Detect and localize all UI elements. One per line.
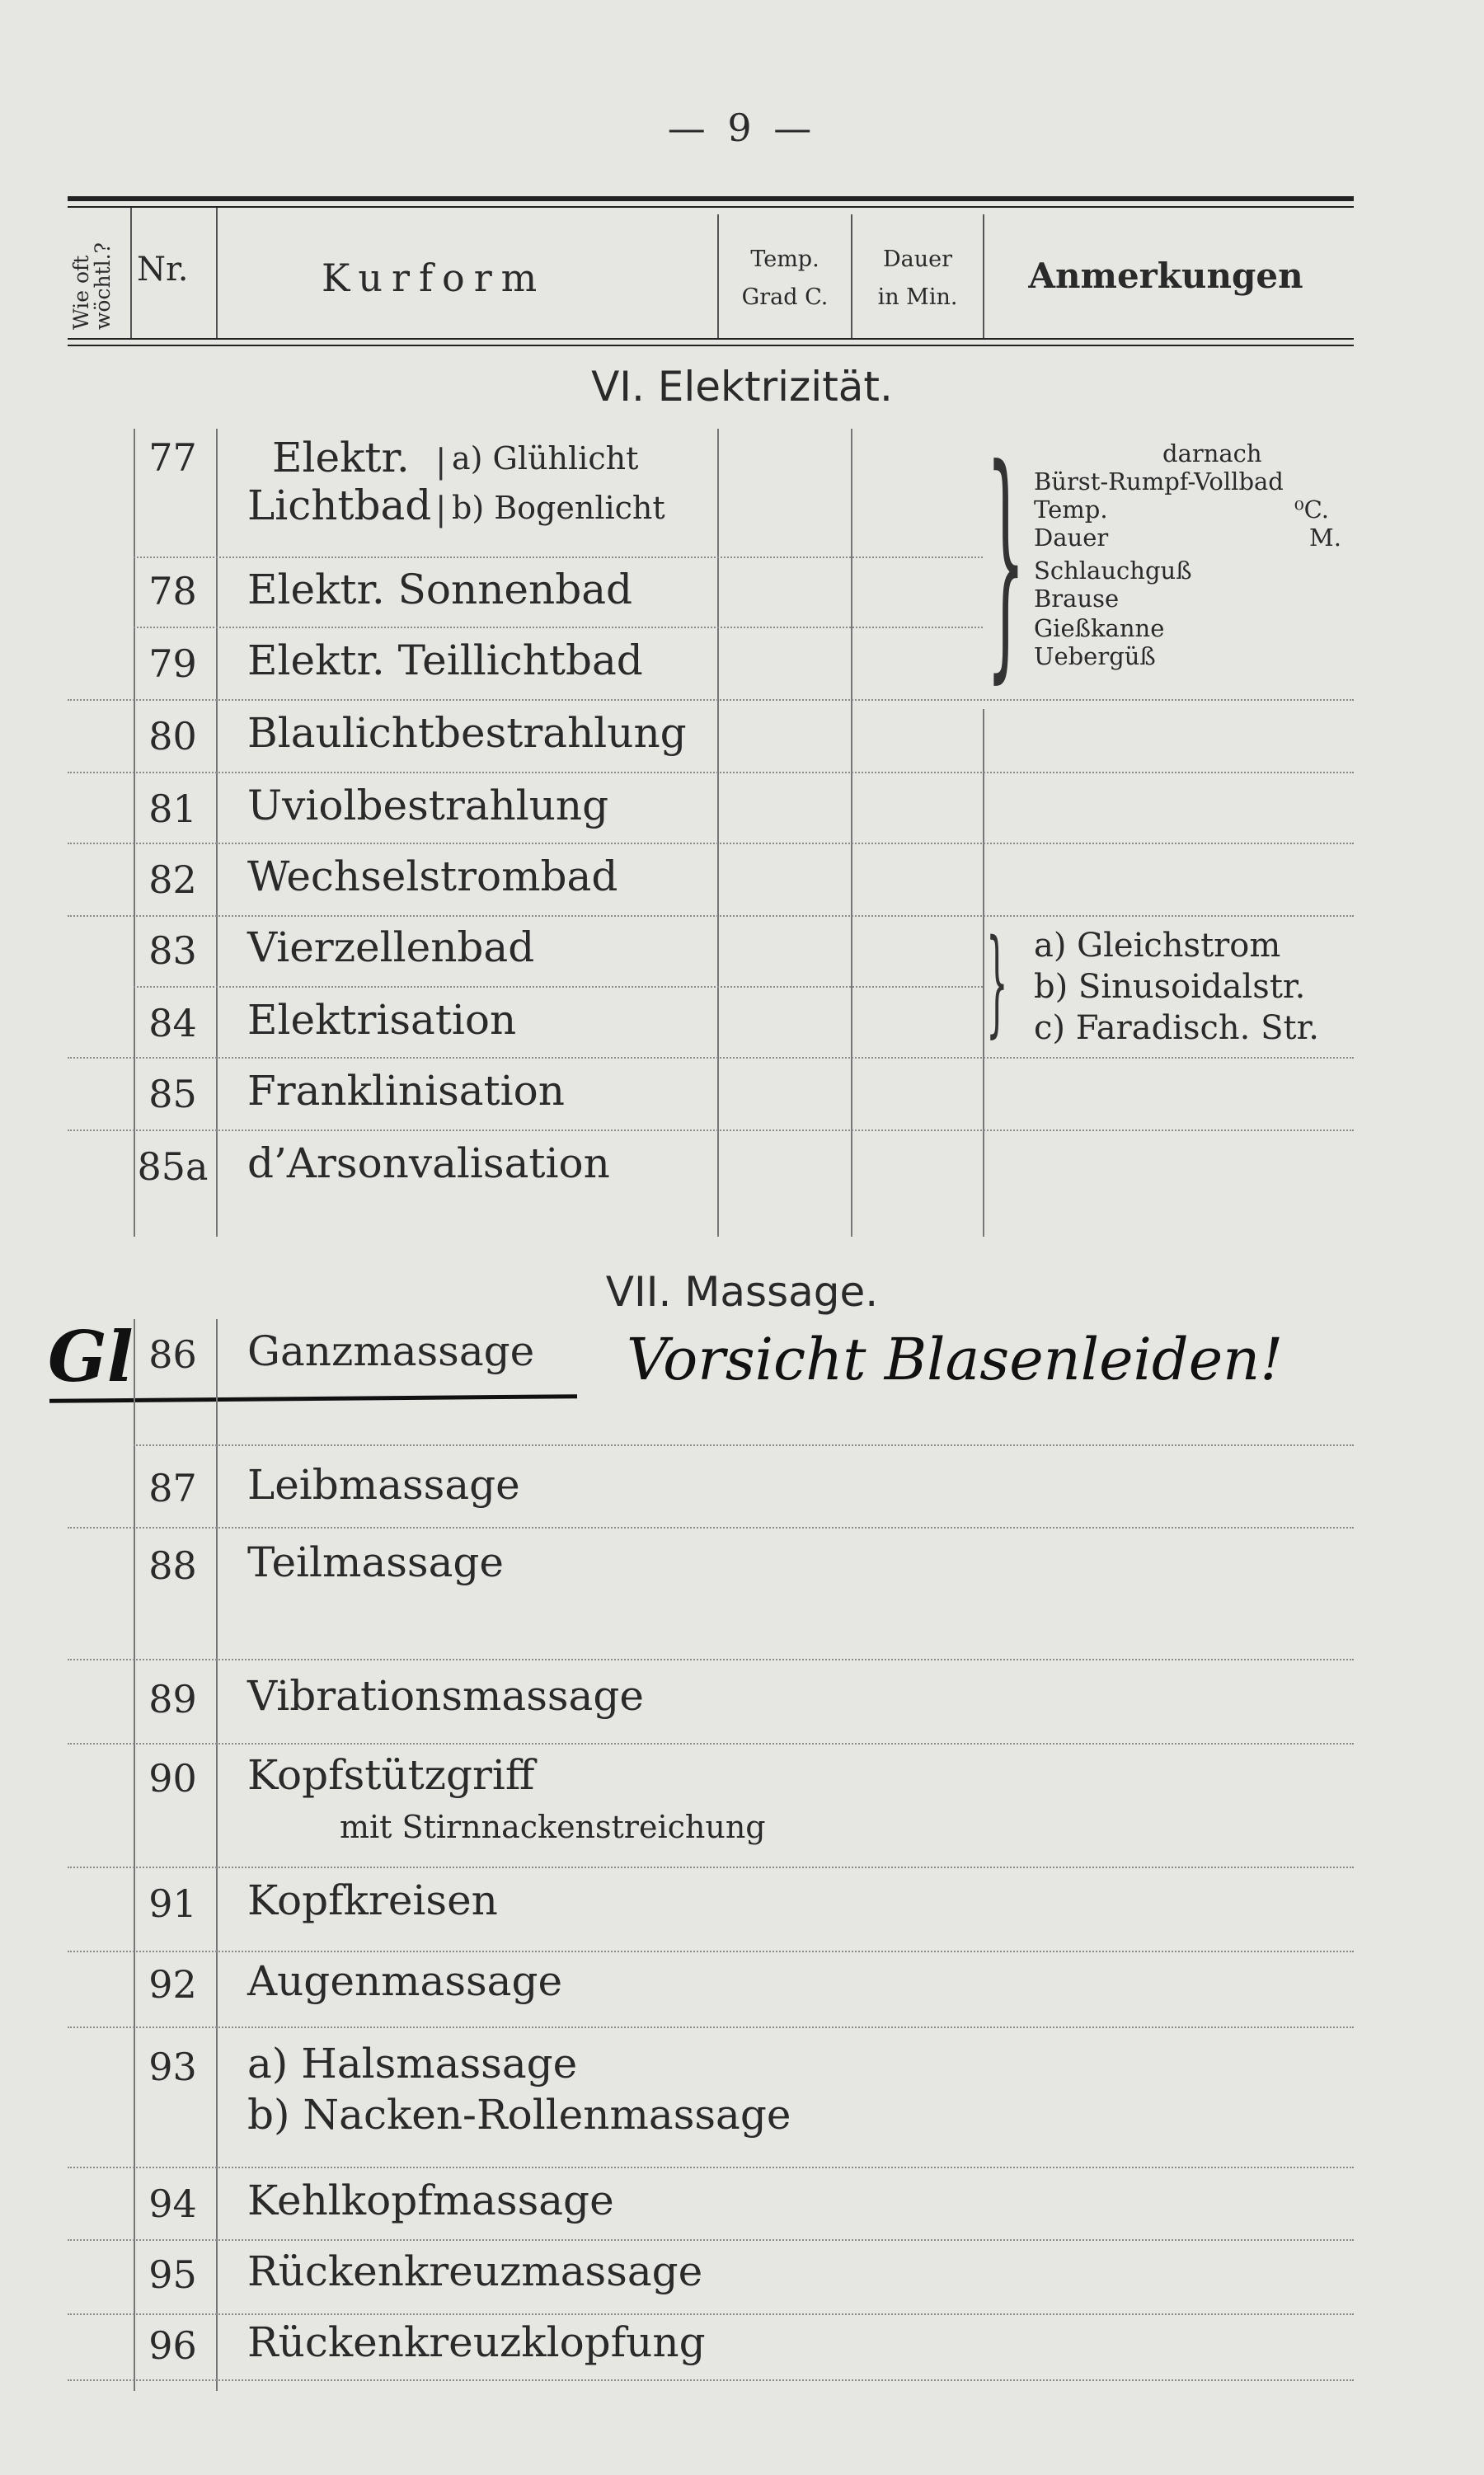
s7-row-divider <box>68 2313 1354 2315</box>
header-bottom-rule <box>68 338 1354 340</box>
header-nr: Nr. <box>137 251 189 289</box>
s7-row-94-nr: 94 <box>148 2181 197 2226</box>
s7-row-96-nr: 96 <box>148 2323 197 2368</box>
s6-row-divider <box>134 986 983 988</box>
note-b-brace: } <box>986 915 1008 1050</box>
s7-row-divider <box>68 1867 1354 1868</box>
s6-row-81-name: Uviolbestrahlung <box>247 782 609 829</box>
note-a-darnach: darnach <box>1162 439 1262 467</box>
note-a-buerst: Bürst-Rumpf-Vollbad <box>1034 467 1284 495</box>
s6-row-77-opt-b: b) Bogenlicht <box>452 490 665 526</box>
s6-row-divider <box>68 772 1354 773</box>
s7-row-divider <box>68 2026 1354 2028</box>
s7-row-86-name: Ganzmassage <box>247 1327 535 1375</box>
s7-row-90-name: Kopfstützgriff <box>247 1751 535 1799</box>
s7-row-96-name: Rückenkreuzklopfung <box>247 2318 706 2366</box>
s7-row-88-name: Teilmassage <box>247 1538 504 1586</box>
note-a-schlauch: Schlauchguß <box>1034 557 1192 585</box>
s7-row-87-nr: 87 <box>148 1466 197 1510</box>
s6-col-line-4 <box>851 429 852 1237</box>
note-a-ueber: Uebergüß <box>1034 642 1156 670</box>
header-dauer-unit: in Min. <box>877 284 958 310</box>
s6-col-line-3 <box>717 429 719 1237</box>
s6-row-divider <box>68 843 1354 844</box>
note-a-temp: Temp. <box>1034 495 1108 524</box>
note-a-brause: Brause <box>1034 585 1120 613</box>
s6-row-85a-nr: 85a <box>137 1144 209 1189</box>
s6-row-85-nr: 85 <box>148 1072 197 1116</box>
s7-row-92-nr: 92 <box>148 1962 197 2007</box>
s7-row-divider <box>68 2379 1354 2381</box>
section-7-title: VII. Massage. <box>605 1268 879 1316</box>
header-top-rule-thin <box>68 206 1354 208</box>
header-divider-1 <box>130 208 132 338</box>
header-wie-oft-text: Wie oft <box>69 255 93 330</box>
s6-row-divider <box>134 557 983 558</box>
header-top-rule <box>68 196 1354 201</box>
header-woechtl-text: wöchtl.? <box>91 242 115 330</box>
s6-row-85a-name: d’Arsonvalisation <box>247 1139 610 1187</box>
s7-row-91-name: Kopfkreisen <box>247 1876 498 1924</box>
s6-row-83-nr: 83 <box>148 928 197 973</box>
s6-row-77-nr: 77 <box>148 435 197 480</box>
s7-row-divider <box>68 2167 1354 2168</box>
s6-row-78-nr: 78 <box>148 569 197 613</box>
s7-row-95-nr: 95 <box>148 2252 197 2297</box>
s6-row-divider <box>134 627 983 628</box>
s7-row-divider <box>68 1743 1354 1745</box>
section-6-title: VI. Elektrizität. <box>591 363 893 411</box>
s7-row-94-name: Kehlkopfmassage <box>247 2177 614 2224</box>
s6-row-divider <box>68 915 1354 917</box>
s6-col-line-5 <box>983 709 984 1237</box>
note-a-temp-unit: ⁰C. <box>1294 495 1329 524</box>
header-divider-2 <box>216 208 218 338</box>
header-dauer-label: Dauer <box>882 247 953 272</box>
s6-row-84-name: Elektrisation <box>247 996 517 1044</box>
header-kurform: Kurform <box>322 256 547 300</box>
header-temp <box>719 241 851 317</box>
s7-row-93-nr: 93 <box>148 2045 197 2089</box>
header-dauer <box>852 241 983 317</box>
s6-row-78-name: Elektr. Sonnenbad <box>247 566 633 613</box>
s7-row-95-name: Rückenkreuzmassage <box>247 2247 703 2295</box>
s7-row-89-name: Vibrationsmassage <box>247 1672 644 1720</box>
s7-row-divider <box>134 1444 1354 1446</box>
s7-row-86-nr: 86 <box>148 1332 197 1377</box>
handwritten-margin-mark: Gl <box>48 1316 134 1397</box>
page-number: — 9 — <box>667 106 817 150</box>
s7-row-divider <box>68 1659 1354 1660</box>
note-b-c: c) Faradisch. Str. <box>1034 1009 1320 1047</box>
s7-row-89-nr: 89 <box>148 1677 197 1721</box>
s6-row-divider <box>68 1057 1354 1059</box>
s7-row-divider <box>68 2239 1354 2241</box>
s6-col-line-2 <box>216 429 218 1237</box>
s6-row-82-nr: 82 <box>148 857 197 902</box>
s7-col-line-2 <box>216 1319 218 2391</box>
s6-row-77-line2: Lichtbad <box>247 481 432 529</box>
s7-row-divider <box>68 1951 1354 1952</box>
s6-row-77-opt-a: a) Glühlicht <box>452 440 639 477</box>
s6-row-85-name: Franklinisation <box>247 1067 565 1115</box>
header-anmerkungen: Anmerkungen <box>1028 256 1303 296</box>
s6-row-84-nr: 84 <box>148 1001 197 1045</box>
s7-row-88-nr: 88 <box>148 1543 197 1588</box>
note-b-a: a) Gleichstrom <box>1034 927 1281 965</box>
note-a-giess: Gießkanne <box>1034 614 1165 642</box>
s7-row-93-name2: b) Nacken-Rollenmassage <box>247 2091 791 2139</box>
s6-row-77-line1: Elektr. <box>272 434 410 481</box>
s6-row-divider <box>68 1129 1354 1131</box>
header-bottom-rule-2 <box>68 345 1354 346</box>
s7-row-93-name: a) Halsmassage <box>247 2040 578 2088</box>
s7-row-90-nr: 90 <box>148 1756 197 1801</box>
s6-row-82-name: Wechselstrombad <box>247 852 618 900</box>
s7-row-87-name: Leibmassage <box>247 1461 520 1509</box>
handwritten-note: Vorsicht Blasenleiden! <box>627 1326 1284 1393</box>
s6-row-77-brace-2: | <box>435 491 447 528</box>
header-temp-unit: Grad C. <box>741 284 829 310</box>
note-a-dauer: Dauer <box>1034 524 1109 552</box>
s6-row-80-name: Blaulichtbestrahlung <box>247 709 687 757</box>
s7-row-92-name: Augenmassage <box>247 1957 563 2005</box>
s7-row-90-sub: mit Stirnnackenstreichung <box>340 1809 766 1845</box>
note-a-dauer-unit: M. <box>1309 524 1341 552</box>
s6-row-77-brace: | <box>435 443 447 481</box>
s6-row-divider <box>68 699 1354 701</box>
s7-row-91-nr: 91 <box>148 1881 197 1926</box>
s6-row-81-nr: 81 <box>148 787 197 831</box>
note-b-b: b) Sinusoidalstr. <box>1034 968 1306 1006</box>
header-temp-label: Temp. <box>750 247 819 272</box>
s7-row-divider <box>68 1527 1354 1529</box>
s6-row-79-name: Elektr. Teillichtbad <box>247 636 643 684</box>
s6-row-80-nr: 80 <box>148 714 197 758</box>
s6-row-79-nr: 79 <box>148 641 197 686</box>
note-a-brace: } <box>986 416 1026 704</box>
s6-row-83-name: Vierzellenbad <box>247 923 535 971</box>
